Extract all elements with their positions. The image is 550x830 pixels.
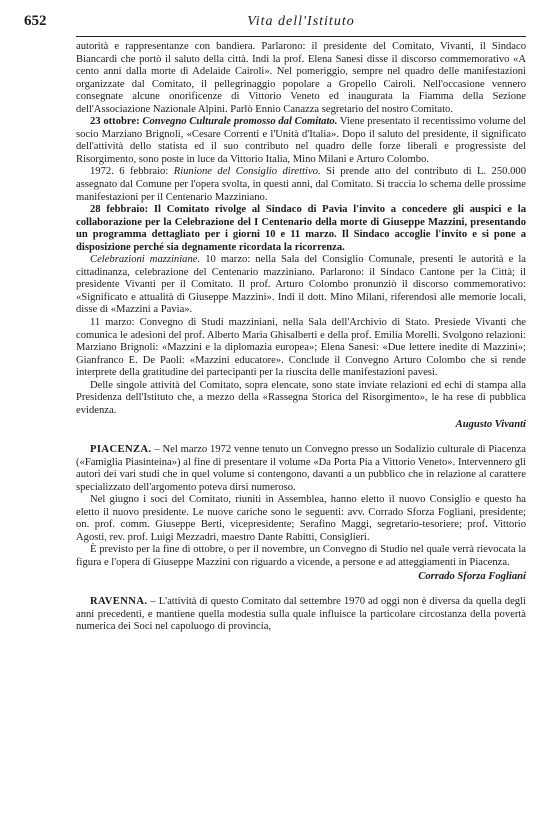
page-number: 652 <box>24 13 47 29</box>
signature: Corrado Sforza Fogliani <box>418 571 526 583</box>
section-divider <box>76 432 526 444</box>
entry-date: 1972. 6 febbraio: <box>90 166 169 178</box>
paragraph <box>76 116 526 166</box>
city-heading: RAVENNA. <box>90 595 148 607</box>
paragraph <box>76 444 526 494</box>
paragraph <box>76 166 526 204</box>
paragraph <box>76 204 526 254</box>
paragraph <box>76 254 526 317</box>
section-divider <box>76 584 526 596</box>
city-heading: PIACENZA. <box>90 443 152 455</box>
paragraph: Delle singole attività del Comitato, sopra elencate, sono state inviate relazioni ed echi di stampa alla Presidenza dell'Istituto che, a mezzo della «Rassegna Storica del Risorgimento», le ha rese di pubblica evidenza. <box>76 379 526 416</box>
entry-text: 10 marzo: nella Sala del Consiglio Comunale, presenti le autorità e la cittadinanza, celebrazione del Centenario mazziniano. Parlarono: il Sindaco Cantone per la Città; il presidente Vivanti per il Comitato. Il prof. Arturo Colombo pronunziò il discorso commemorativo: «Significato e attualità di Giuseppe Mazzini». Indi il dott. Mino Milani, riferendosi alle memorie locali, disse di «Mazzini a Pavia». <box>76 254 526 316</box>
paragraph: Nel giugno i soci del Comitato, riuniti in Assemblea, hanno eletto il nuovo Consiglio e questo ha eletto il nuovo presidente. Le nuove cariche sono le seguenti: avv. Corrado Sforza Fogliani, presidente; on. prof. comm. Giuseppe Berti, vicepresidente; Serafino Maggi, segretario-tesoriere; prof. Vittorio Agosti, rev. prof. Luigi Mezzadri, maestro Dante Rabitti, Consiglieri. <box>76 494 526 543</box>
paragraph: È previsto per la fine di ottobre, o per il novembre, un Convegno di Studio nel quale verrà rievocata la figura e l'opera di Giuseppe Mazzini con riguardo a vicende, a persone e ad atteggiamenti in Piacenza. <box>76 544 526 568</box>
entry-date: 28 febbraio: <box>90 204 149 216</box>
entry-text: Il Comitato rivolge al Sindaco di Pavia l'invito a concedere gli auspici e la collaborazione per la Celebrazione del I Centenario della morte di Giuseppe Mazzini, presentando un programma dettagliato per i giorni 10 e 11 marzo. Il Sindaco accoglie l'invito e si pone a disposizione perché sia degnamente ricordata la ricorrenza. <box>76 204 526 253</box>
entry-date: 23 ottobre: <box>90 116 140 128</box>
entry-text: Viene presentato il recentissimo volume del socio Marziano Brignoli, «Cesare Correnti e l'Unità d'Italia». Dopo il saluto del presidente, il significato dell'attività dello statista ed il suo contributo nel quadro delle forze liberali e progressiste del Risorgimento, sono poste in luce da Vittorio Italia, Mino Milani e Arturo Colombo. <box>76 116 526 165</box>
entry-title: Convegno Culturale promosso dal Comitato. <box>142 116 338 128</box>
entry-text: Si prende atto del contributo di L. 250.000 assegnato dal Comune per l'opera svolta, in questi anni, dal Comitato. Si traccia lo schema delle prossime manifestazioni per il Centenario Mazziniano. <box>76 166 526 203</box>
section-pavia <box>76 41 526 432</box>
article-body <box>76 41 526 634</box>
entry-text: – Nel marzo 1972 venne tenuto un Convegno presso un Sodalizio culturale di Piacenza («Famiglia Piasinteina») al fine di presentare il volume «Da Porta Pia a Vittorio Veneto». Intervennero gli autori dei vari studi che in quel volume si contengono, davanti a un pubblico che in relazione al carattere specializzato dell'argomento poteva dirsi numeroso. <box>76 443 526 493</box>
section-ravenna <box>76 596 526 634</box>
entry-title: Celebrazioni mazziniane. <box>90 254 201 266</box>
section-piacenza <box>76 444 526 584</box>
page-header <box>24 12 526 37</box>
signature: Augusto Vivanti <box>455 419 526 431</box>
paragraph: autorità e rappresentanze con bandiera. Parlarono: il presidente del Comitato, Vivanti, il Sindaco Biancardi che portò il saluto della città. Indi la prof. Elena Sanesi disse il discorso commemorativo «A cento anni dalla morte di Adelaide Cairoli». Nel pomeriggio, sempre nel quadro delle manifestazioni organizzate dal Comitato, il pellegrinaggio popolare a Gropello Cairoli. Nell'occasione vennero consegnate alcune onorificenze di Vittorio Veneto ed inaugurata la Fiamma della Sezione dell'Associazione Nazionale Alpini. Parlò Ennio Canazza segretario del nostro Comitato. <box>76 41 526 115</box>
entry-title: Riunione del Consiglio direttivo. <box>173 166 321 178</box>
paragraph <box>76 596 526 634</box>
running-title: Vita dell'Istituto <box>247 14 355 29</box>
entry-text: – L'attività di questo Comitato dal settembre 1970 ad oggi non è diversa da quella degli anni precedenti, e mantiene quella modestia sulla quale influisce la particolare circostanza della povertà numerica dei Soci nel capoluogo di provincia, <box>76 595 526 633</box>
paragraph: 11 marzo: Convegno di Studi mazziniani, nella Sala dell'Archivio di Stato. Presiede Vivanti che comunica le adesioni del prof. Alberto Maria Ghisalberti e della prof. Emilia Morelli. Svolgono relazioni: Marziano Brignoli: «Mazzini e la diplomazia europea»; Elena Sanesi: «Due lettere inedite di Mazzini»; Gianfranco E. De Paoli: «Mazzini educatore». Conclude il Convegno Arturo Colombo che si rende interprete della gratitudine dei partecipanti per la riuscita delle manifestazioni pavesi. <box>76 317 526 379</box>
